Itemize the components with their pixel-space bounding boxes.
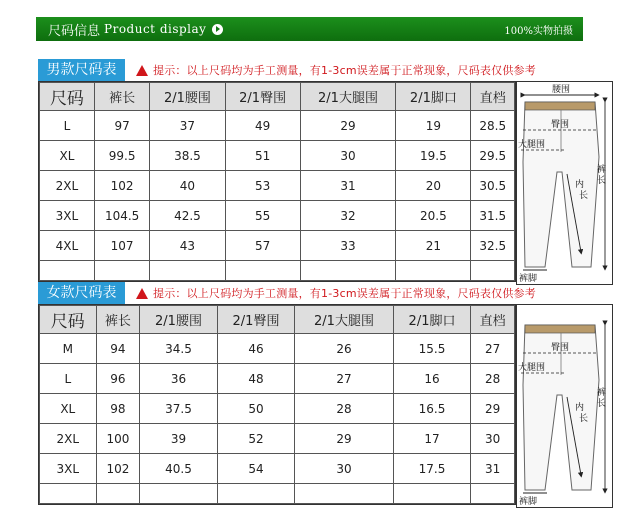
- measure-cell: 30: [471, 424, 515, 454]
- table-row: [40, 454, 515, 484]
- measure-cell: 102: [96, 454, 140, 484]
- men-pants-diagram: [516, 81, 613, 285]
- table-row: [40, 364, 515, 394]
- measure-cell: 32.5: [471, 231, 515, 261]
- measure-cell: 49: [225, 111, 300, 141]
- column-header: 直档: [471, 306, 515, 334]
- women-section: [38, 282, 613, 508]
- measure-cell: 94: [96, 334, 140, 364]
- size-cell: 4XL: [40, 231, 95, 261]
- header-title: 尺码信息: [48, 23, 101, 39]
- column-header: 2/1大腿围: [300, 83, 396, 111]
- men-notice: [136, 62, 536, 78]
- column-header: 2/1大腿围: [295, 306, 394, 334]
- size-cell: XL: [40, 394, 97, 424]
- measure-cell: 50: [217, 394, 295, 424]
- table-row: [40, 334, 515, 364]
- size-cell: L: [40, 111, 95, 141]
- measure-cell: 16: [393, 364, 471, 394]
- label-thigh: 大腿围: [518, 140, 546, 150]
- measure-cell: 37.5: [140, 394, 218, 424]
- header-subtitle: Product display: [104, 22, 207, 36]
- label-length-2: 长: [597, 399, 607, 409]
- empty-cell: [300, 261, 396, 281]
- measure-cell: 42.5: [150, 201, 225, 231]
- measure-cell: 98: [96, 394, 140, 424]
- empty-cell: [295, 484, 394, 504]
- measure-cell: 30.5: [471, 171, 515, 201]
- pants-illustration: [517, 305, 612, 507]
- empty-cell: [225, 261, 300, 281]
- column-header: 裤长: [94, 83, 149, 111]
- empty-cell: [40, 261, 95, 281]
- men-section-head: [38, 59, 613, 81]
- size-cell: M: [40, 334, 97, 364]
- size-cell: 2XL: [40, 424, 97, 454]
- measure-cell: 30: [295, 454, 394, 484]
- column-header: 尺码: [40, 306, 97, 334]
- measure-cell: 38.5: [150, 141, 225, 171]
- empty-row: [40, 261, 515, 281]
- measure-cell: 29: [295, 424, 394, 454]
- notice-text: 提示：以上尺码均为手工测量，有1-3cm误差属于正常现象，尺码表仅供参考: [153, 64, 536, 77]
- empty-cell: [396, 261, 471, 281]
- table-header-row: [40, 306, 515, 334]
- measure-cell: 19: [396, 111, 471, 141]
- label-length: 裤: [597, 165, 607, 175]
- table-row: [40, 231, 515, 261]
- column-header: 直档: [471, 83, 515, 111]
- header-bar: [36, 17, 583, 41]
- table-header-row: [40, 83, 515, 111]
- label-hem: 裤脚: [519, 274, 538, 284]
- measure-cell: 31: [471, 454, 515, 484]
- measure-cell: 53: [225, 171, 300, 201]
- measure-cell: 37: [150, 111, 225, 141]
- measure-cell: 46: [217, 334, 295, 364]
- table-row: [40, 141, 515, 171]
- column-header: 2/1臀围: [217, 306, 295, 334]
- label-inseam: 内: [575, 180, 585, 190]
- column-header: 2/1腰围: [150, 83, 225, 111]
- size-cell: L: [40, 364, 97, 394]
- measure-cell: 97: [94, 111, 149, 141]
- measure-cell: 29: [471, 394, 515, 424]
- measure-cell: 28: [471, 364, 515, 394]
- size-cell: 3XL: [40, 454, 97, 484]
- size-cell: 3XL: [40, 201, 95, 231]
- size-cell: 2XL: [40, 171, 95, 201]
- measure-cell: 15.5: [393, 334, 471, 364]
- measure-cell: 40: [150, 171, 225, 201]
- label-length-2: 长: [597, 176, 607, 186]
- empty-cell: [140, 484, 218, 504]
- measure-cell: 19.5: [396, 141, 471, 171]
- measure-cell: 16.5: [393, 394, 471, 424]
- women-notice: [136, 285, 536, 301]
- empty-cell: [217, 484, 295, 504]
- label-hem: 裤脚: [519, 497, 538, 507]
- measure-cell: 39: [140, 424, 218, 454]
- measure-cell: 36: [140, 364, 218, 394]
- empty-cell: [471, 261, 515, 281]
- table-row: [40, 424, 515, 454]
- men-badge: 男款尺码表: [38, 59, 125, 81]
- men-size-table: [38, 81, 516, 282]
- measure-cell: 32: [300, 201, 396, 231]
- label-waist: 腰围: [552, 85, 571, 95]
- empty-cell: [96, 484, 140, 504]
- measure-cell: 26: [295, 334, 394, 364]
- label-hip: 臀围: [551, 120, 570, 130]
- women-size-table: [38, 304, 516, 505]
- arrow-right-icon: [212, 24, 223, 35]
- table-row: [40, 201, 515, 231]
- column-header: 2/1脚口: [396, 83, 471, 111]
- women-section-head: [38, 282, 613, 304]
- measure-cell: 54: [217, 454, 295, 484]
- measure-cell: 51: [225, 141, 300, 171]
- measure-cell: 29: [300, 111, 396, 141]
- measure-cell: 20.5: [396, 201, 471, 231]
- measure-cell: 29.5: [471, 141, 515, 171]
- measure-cell: 55: [225, 201, 300, 231]
- measure-cell: 17: [393, 424, 471, 454]
- measure-cell: 99.5: [94, 141, 149, 171]
- measure-cell: 100: [96, 424, 140, 454]
- empty-cell: [94, 261, 149, 281]
- measure-cell: 96: [96, 364, 140, 394]
- measure-cell: 20: [396, 171, 471, 201]
- table-row: [40, 171, 515, 201]
- measure-cell: 31: [300, 171, 396, 201]
- label-inseam-2: 长: [579, 191, 589, 201]
- label-length: 裤: [597, 388, 607, 398]
- measure-cell: 27: [471, 334, 515, 364]
- measure-cell: 40.5: [140, 454, 218, 484]
- column-header: 2/1臀围: [225, 83, 300, 111]
- label-inseam: 内: [575, 403, 585, 413]
- column-header: 尺码: [40, 83, 95, 111]
- measure-cell: 102: [94, 171, 149, 201]
- measure-cell: 17.5: [393, 454, 471, 484]
- measure-cell: 33: [300, 231, 396, 261]
- label-thigh: 大腿围: [518, 363, 546, 373]
- women-badge: 女款尺码表: [38, 282, 125, 304]
- table-row: [40, 394, 515, 424]
- size-cell: XL: [40, 141, 95, 171]
- measure-cell: 28: [295, 394, 394, 424]
- measure-cell: 107: [94, 231, 149, 261]
- measure-cell: 31.5: [471, 201, 515, 231]
- measure-cell: 52: [217, 424, 295, 454]
- table-row: [40, 111, 515, 141]
- empty-cell: [40, 484, 97, 504]
- measure-cell: 48: [217, 364, 295, 394]
- notice-text: 提示：以上尺码均为手工测量，有1-3cm误差属于正常现象，尺码表仅供参考: [153, 287, 536, 300]
- label-hip: 臀围: [551, 343, 570, 353]
- empty-cell: [150, 261, 225, 281]
- empty-cell: [393, 484, 471, 504]
- label-inseam-2: 长: [579, 414, 589, 424]
- measure-cell: 28.5: [471, 111, 515, 141]
- column-header: 2/1腰围: [140, 306, 218, 334]
- warning-triangle-icon: [136, 65, 148, 76]
- warning-triangle-icon: [136, 288, 148, 299]
- men-section: [38, 59, 613, 285]
- pants-illustration: [517, 82, 612, 284]
- header-right-text: 100%实物拍摄: [504, 25, 573, 37]
- measure-cell: 43: [150, 231, 225, 261]
- empty-row: [40, 484, 515, 504]
- measure-cell: 30: [300, 141, 396, 171]
- women-pants-diagram: [516, 304, 613, 508]
- column-header: 2/1脚口: [393, 306, 471, 334]
- measure-cell: 27: [295, 364, 394, 394]
- measure-cell: 34.5: [140, 334, 218, 364]
- measure-cell: 104.5: [94, 201, 149, 231]
- measure-cell: 21: [396, 231, 471, 261]
- column-header: 裤长: [96, 306, 140, 334]
- empty-cell: [471, 484, 515, 504]
- measure-cell: 57: [225, 231, 300, 261]
